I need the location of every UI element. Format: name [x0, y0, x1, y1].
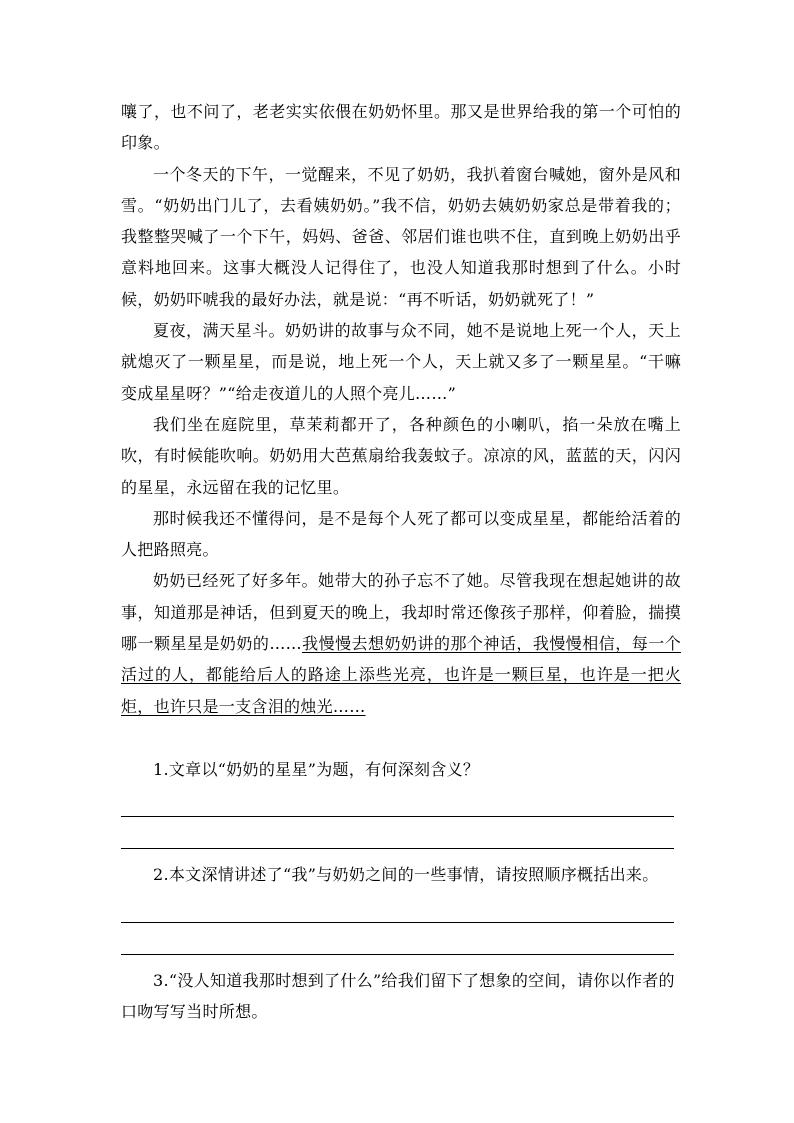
question-2: 2.本文深情讲述了“我”与奶奶之间的一些事情，请按照顺序概括出来。: [153, 865, 659, 885]
question-3: 3.“没人知道我那时想到了什么”给我们留下了想象的空间，请你以作者的口吻写写当时所想。: [121, 970, 675, 1021]
question-1: 1.文章以“奶奶的星星”为题，有何深刻含义？: [153, 759, 480, 779]
questions-section: [121, 754, 681, 1027]
answer-line[interactable]: [121, 923, 674, 955]
spacer: [121, 849, 681, 859]
spacer: [121, 955, 681, 965]
passage-paragraph-5-text: 奶奶已经死了好多年。她带大的孙子忘不了她。尽管我现在想起她讲的故事，知道那是神话，但到夏天的晚上，我却时常还像孩子那样，仰着脸，揣摸哪一颗星星是奶奶的……: [121, 571, 681, 654]
passage-paragraph-0: 嚷了，也不问了，老老实实依偎在奶奶怀里。那又是世界给我的第一个可怕的印象。: [121, 102, 681, 153]
answer-line[interactable]: [121, 891, 674, 923]
document-page: [121, 96, 681, 1027]
passage-paragraph-1: 一个冬天的下午，一觉醒来，不见了奶奶，我扒着窗台喊她，窗外是风和雪。“奶奶出门儿了，去看姨奶奶。”我不信，奶奶去姨奶奶家总是带着我的；我整整哭喊了一个下午，妈妈、爸爸、邻居们谁也哄不住，直到晚上奶奶出乎意料地回来。这事大概没人记得住了，也没人知道我那时想到了什么。小时候，奶奶吓唬我的最好办法，就是说：“再不听话，奶奶就死了！”: [121, 164, 681, 309]
answer-line[interactable]: [121, 785, 674, 817]
passage-paragraph-2: 夏夜，满天星斗。奶奶讲的故事与众不同，她不是说地上死一个人，天上就熄灭了一颗星星，而是说，地上死一个人，天上就又多了一颗星星。“干嘛变成星星呀？”“给走夜道儿的人照个亮儿……”: [121, 321, 681, 403]
passage-paragraph-5: [121, 565, 681, 721]
answer-line[interactable]: [121, 817, 674, 849]
underlined-sentence: 我慢慢去想奶奶讲的那个神话，我慢慢相信，每一个活过的人，都能给后人的路途上添些光亮，也许是一颗巨星，也许是一把火炬，也许只是一支含泪的烛光……: [121, 634, 681, 716]
passage-paragraph-4: 那时候我还不懂得问，是不是每个人死了都可以变成星星，都能给活着的人把路照亮。: [121, 508, 681, 560]
passage-paragraph-3: 我们坐在庭院里，草茉莉都开了，各种颜色的小喇叭，掐一朵放在嘴上吹，有时候能吹响。奶奶用大芭蕉扇给我轰蚊子。凉凉的风，蓝蓝的天，闪闪的星星，永远留在我的记忆里。: [121, 414, 681, 497]
